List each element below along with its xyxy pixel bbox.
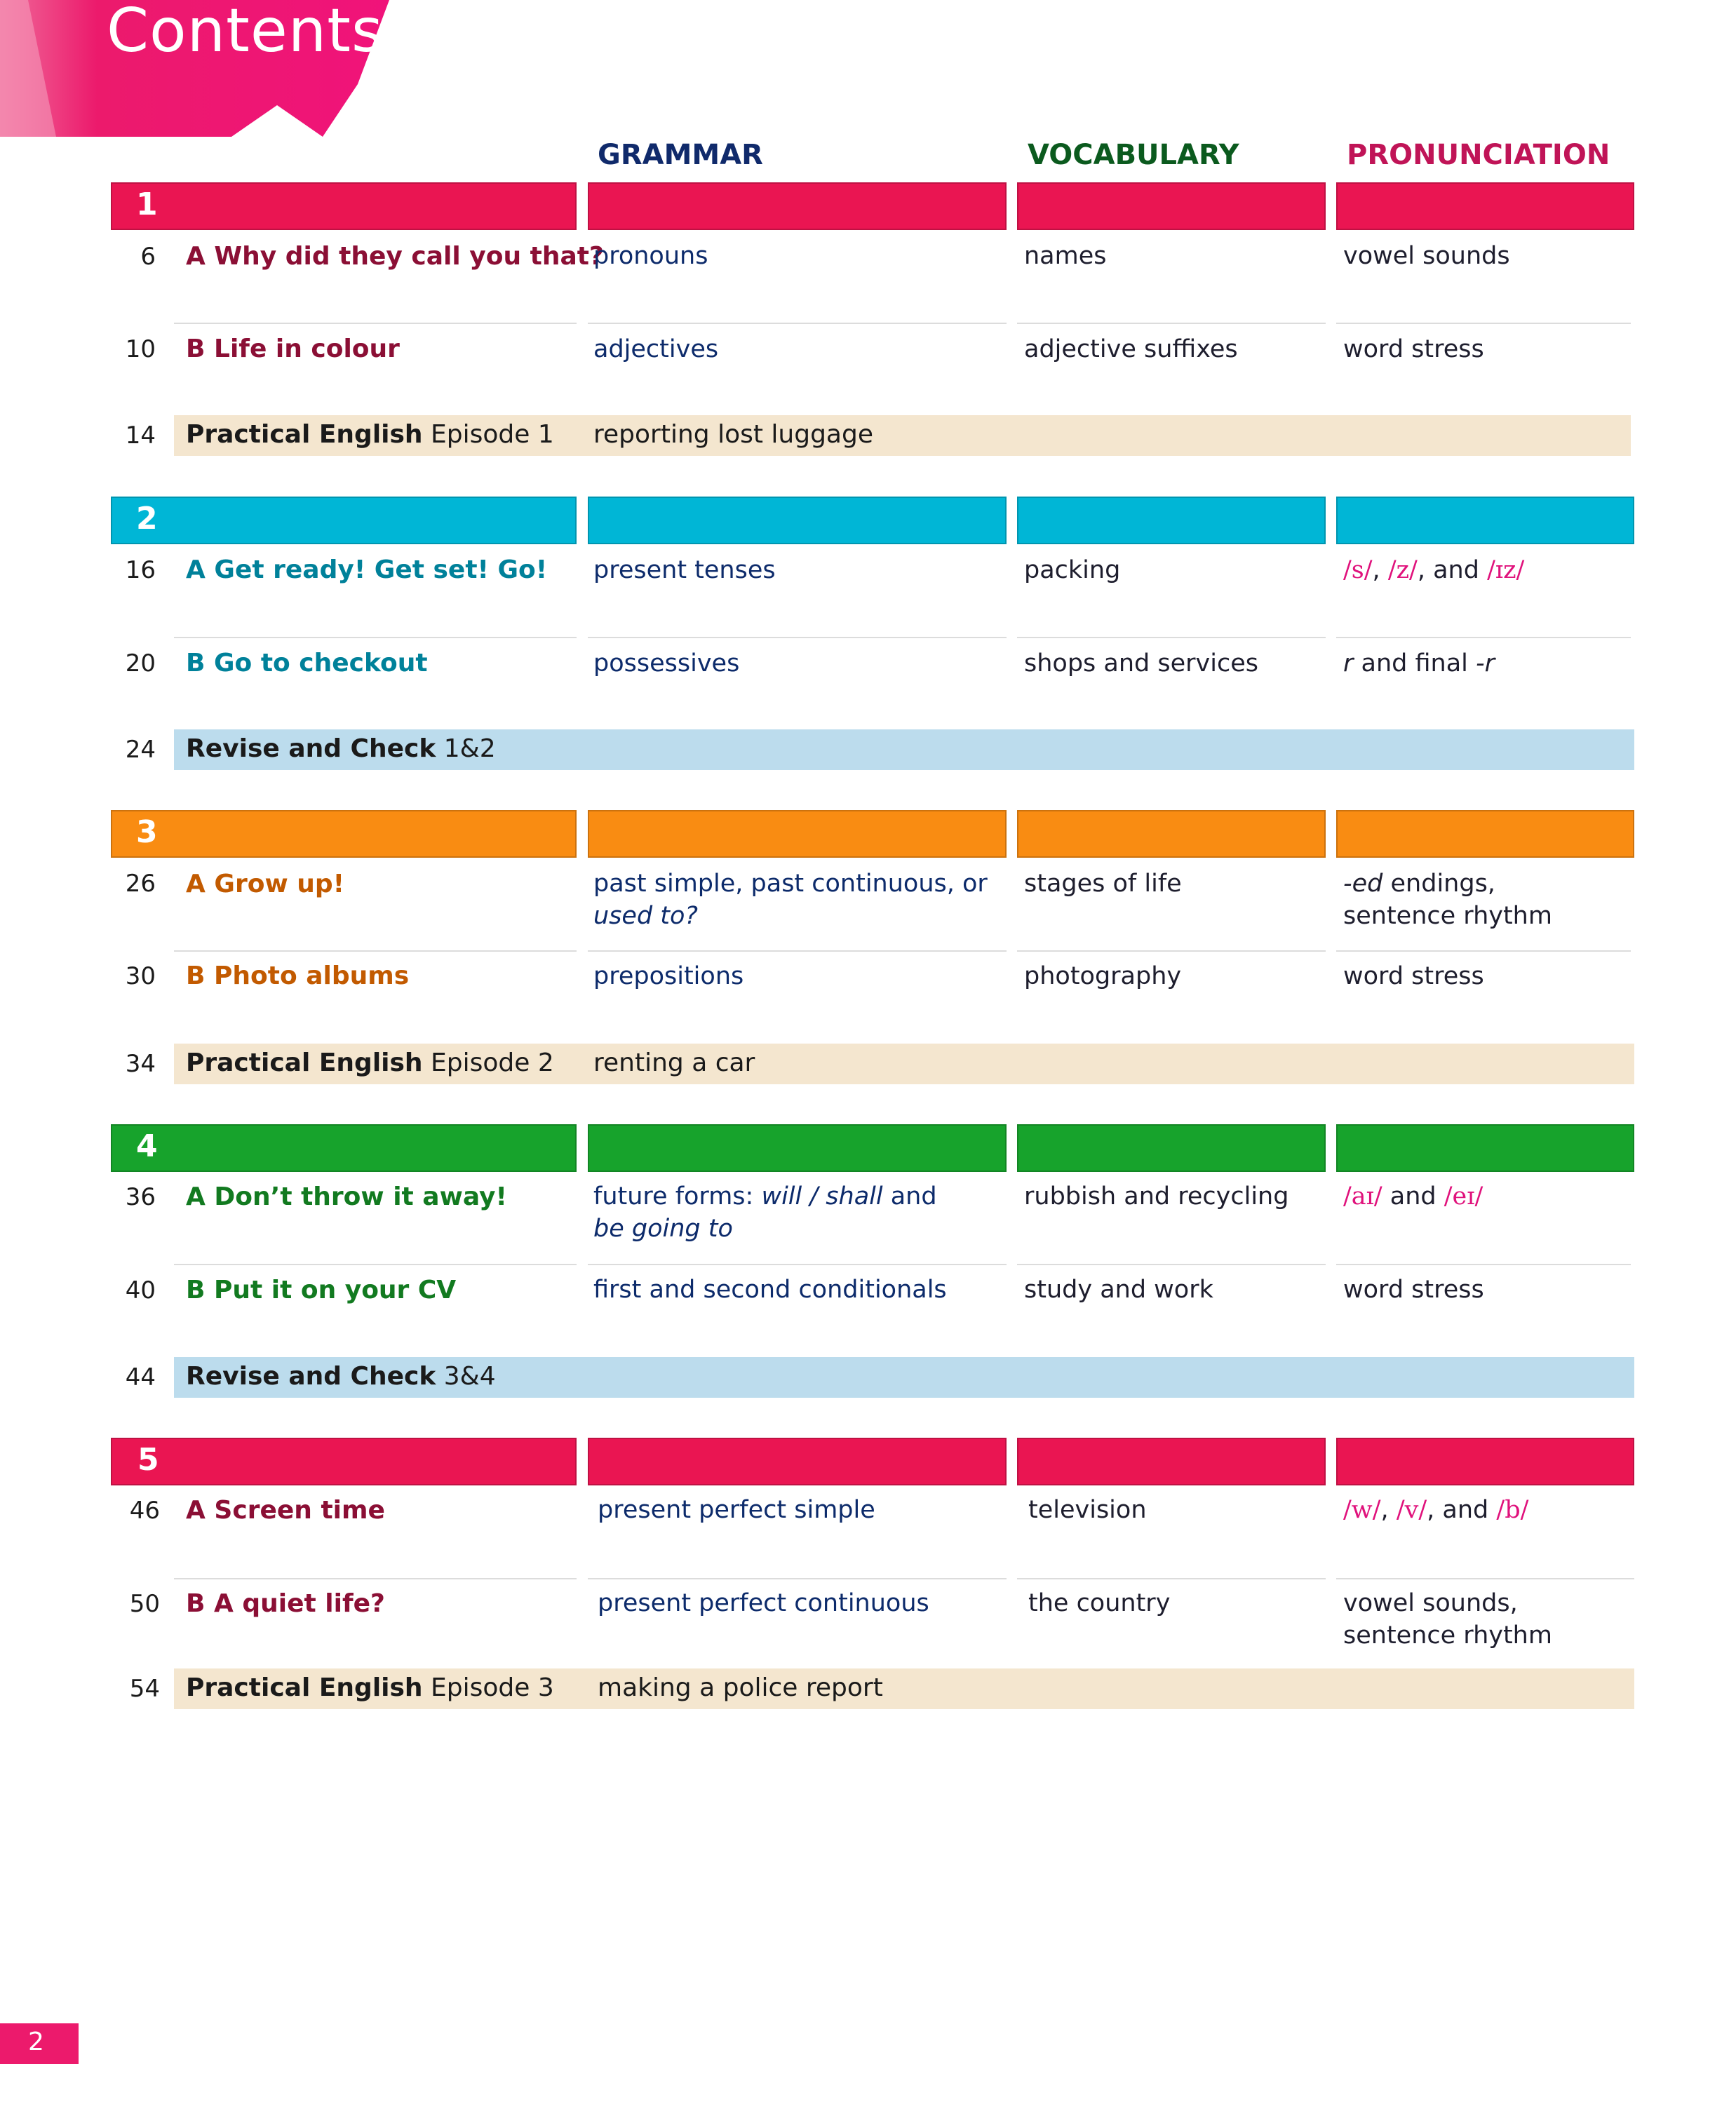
grammar-cell: present perfect continuous <box>598 1589 929 1617</box>
grammar-bar <box>588 182 1007 230</box>
pronunciation-cell: word stress <box>1343 962 1484 990</box>
lesson-letter: B <box>186 962 206 990</box>
vocabulary-cell: television <box>1028 1496 1147 1524</box>
pronunciation-cell: /s/, /z/, and /ɪz/ <box>1343 556 1525 584</box>
section-title[interactable]: Practical English Episode 1 <box>186 420 554 449</box>
row-divider <box>1336 950 1631 952</box>
page-number: 34 <box>125 1050 156 1078</box>
vocabulary-cell: stages of life <box>1024 870 1182 898</box>
grammar-cell: future forms: will / shall and be going to <box>593 1182 937 1243</box>
pronunciation-bar <box>1336 497 1634 544</box>
lesson-title[interactable] <box>186 962 409 990</box>
vocabulary-header: VOCABULARY <box>1028 139 1239 171</box>
section-topic: reporting lost luggage <box>593 420 873 449</box>
lesson-letter: B <box>186 1589 206 1618</box>
pronunciation-cell: vowel sounds <box>1343 242 1510 270</box>
vocabulary-cell: study and work <box>1024 1276 1213 1304</box>
lesson-title-text: A quiet life? <box>214 1589 385 1618</box>
unit-bar <box>111 497 577 544</box>
grammar-cell: prepositions <box>593 962 744 990</box>
row-divider <box>1336 1578 1634 1579</box>
grammar-bar <box>588 1438 1007 1485</box>
page-number: 10 <box>125 335 156 363</box>
lesson-title-text: Screen time <box>214 1496 385 1525</box>
pronunciation-cell: r and final -r <box>1343 649 1495 677</box>
vocabulary-bar <box>1017 810 1326 858</box>
row-divider <box>174 637 577 638</box>
vocabulary-bar <box>1017 497 1326 544</box>
page-number: 14 <box>125 422 156 450</box>
lesson-title[interactable] <box>186 555 547 584</box>
row-divider <box>1017 1264 1326 1265</box>
vocabulary-bar <box>1017 182 1326 230</box>
lesson-letter: B <box>186 649 206 677</box>
page-number-tab <box>0 2023 79 2064</box>
pronunciation-bar <box>1336 1438 1634 1485</box>
row-divider <box>1336 323 1631 324</box>
row-divider <box>588 1578 1007 1579</box>
lesson-title[interactable] <box>186 1589 385 1618</box>
page-number: 20 <box>125 649 156 677</box>
lesson-letter: A <box>186 555 206 584</box>
row-divider <box>174 950 577 952</box>
pronunciation-cell: /w/, /v/, and /b/ <box>1343 1496 1529 1524</box>
pronunciation-cell: vowel sounds, sentence rhythm <box>1343 1589 1552 1650</box>
lesson-title-text: Photo albums <box>214 962 410 990</box>
lesson-letter: A <box>186 1496 206 1525</box>
page-number: 50 <box>129 1590 160 1618</box>
unit-number: 4 <box>136 1128 158 1164</box>
lesson-title-text: Life in colour <box>214 335 400 363</box>
pronunciation-cell: -ed endings, sentence rhythm <box>1343 870 1552 930</box>
grammar-bar <box>588 810 1007 858</box>
grammar-cell: pronouns <box>593 242 708 270</box>
page-number: 46 <box>129 1497 160 1525</box>
pronunciation-bar <box>1336 810 1634 858</box>
unit-number: 1 <box>136 187 158 222</box>
row-divider <box>1017 950 1326 952</box>
row-divider <box>1017 637 1326 638</box>
lesson-letter: B <box>186 335 206 363</box>
vocabulary-bar <box>1017 1124 1326 1172</box>
vocabulary-cell: rubbish and recycling <box>1024 1182 1289 1211</box>
page-number: 26 <box>125 870 156 898</box>
lesson-title-text: Grow up! <box>214 870 345 898</box>
grammar-cell: past simple, past continuous, or used to? <box>593 870 988 930</box>
page-number: 54 <box>129 1675 160 1703</box>
lesson-letter: A <box>186 1182 206 1211</box>
row-divider <box>588 1264 1007 1265</box>
row-divider <box>1336 1264 1631 1265</box>
section-title[interactable]: Practical English Episode 2 <box>186 1048 554 1077</box>
lesson-letter: B <box>186 1276 206 1304</box>
lesson-title[interactable] <box>186 1182 507 1211</box>
vocabulary-cell: the country <box>1028 1589 1171 1617</box>
page-number: 16 <box>125 556 156 584</box>
lesson-title-text: Don’t throw it away! <box>214 1182 507 1211</box>
lesson-title-text: Get ready! Get set! Go! <box>214 555 548 584</box>
pronunciation-header: PRONUNCIATION <box>1347 139 1610 171</box>
row-divider <box>588 323 1007 324</box>
unit-bar <box>111 182 577 230</box>
vocabulary-cell: photography <box>1024 962 1182 990</box>
lesson-letter: A <box>186 242 206 271</box>
vocabulary-cell: shops and services <box>1024 649 1258 677</box>
vocabulary-cell: adjective suffixes <box>1024 335 1238 363</box>
grammar-cell: present tenses <box>593 556 776 584</box>
lesson-title[interactable] <box>186 870 344 898</box>
row-divider <box>174 1578 577 1579</box>
row-divider <box>174 1264 577 1265</box>
grammar-cell: first and second conditionals <box>593 1276 947 1304</box>
vocabulary-cell: names <box>1024 242 1107 270</box>
lesson-title-text: Put it on your CV <box>214 1276 457 1304</box>
lesson-title-text: Why did they call you that? <box>214 242 604 271</box>
row-divider <box>1017 1578 1326 1579</box>
section-title[interactable]: Revise and Check 1&2 <box>186 734 496 763</box>
section-title[interactable]: Practical English Episode 3 <box>186 1673 554 1702</box>
section-title[interactable]: Revise and Check 3&4 <box>186 1362 496 1391</box>
section-topic: renting a car <box>593 1048 755 1077</box>
lesson-title[interactable] <box>186 335 400 363</box>
page-number: 6 <box>140 243 156 271</box>
pronunciation-cell: word stress <box>1343 1276 1484 1304</box>
unit-bar <box>111 1124 577 1172</box>
page-number: 2 <box>28 2028 44 2056</box>
lesson-title-text: Go to checkout <box>214 649 428 677</box>
grammar-bar <box>588 1124 1007 1172</box>
unit-number: 3 <box>136 814 158 850</box>
page-number: 44 <box>125 1363 156 1391</box>
pronunciation-cell: /aɪ/ and /eɪ/ <box>1343 1182 1483 1211</box>
lesson-title[interactable] <box>186 1496 385 1525</box>
grammar-header: GRAMMAR <box>598 139 763 171</box>
vocabulary-cell: packing <box>1024 556 1121 584</box>
row-divider <box>174 323 577 324</box>
lesson-letter: A <box>186 870 206 898</box>
page-number: 36 <box>125 1183 156 1211</box>
page-number: 40 <box>125 1276 156 1304</box>
unit-bar <box>111 1438 577 1485</box>
pronunciation-bar <box>1336 182 1634 230</box>
page-title: Contents <box>107 0 384 66</box>
lesson-title[interactable] <box>186 1276 456 1304</box>
grammar-cell: adjectives <box>593 335 719 363</box>
page-number: 30 <box>125 962 156 990</box>
section-topic: making a police report <box>598 1673 883 1702</box>
grammar-cell: possessives <box>593 649 740 677</box>
row-divider <box>588 637 1007 638</box>
row-divider <box>1017 323 1326 324</box>
unit-bar <box>111 810 577 858</box>
row-divider <box>588 950 1007 952</box>
page-number: 24 <box>125 736 156 764</box>
pronunciation-bar <box>1336 1124 1634 1172</box>
grammar-bar <box>588 497 1007 544</box>
lesson-title[interactable] <box>186 649 428 677</box>
unit-number: 5 <box>137 1442 159 1478</box>
vocabulary-bar <box>1017 1438 1326 1485</box>
lesson-title[interactable] <box>186 242 604 271</box>
unit-number: 2 <box>136 501 158 537</box>
row-divider <box>1336 637 1631 638</box>
pronunciation-cell: word stress <box>1343 335 1484 363</box>
grammar-cell: present perfect simple <box>598 1496 875 1524</box>
